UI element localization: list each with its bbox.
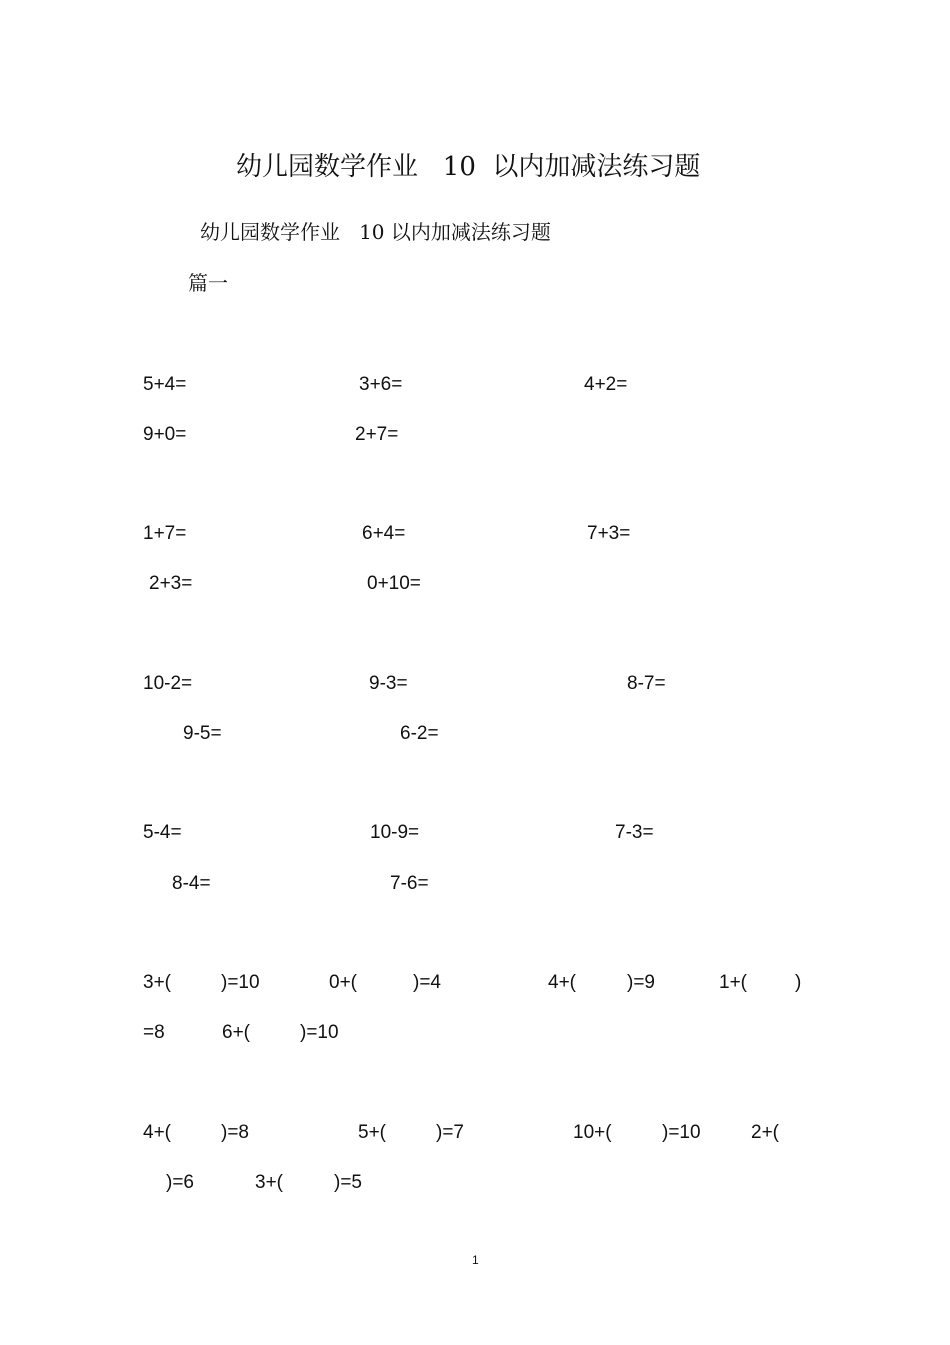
equation-part: )=4 (413, 972, 441, 993)
equation: 7-3= (615, 822, 654, 843)
equation-part: 3+( (143, 972, 171, 993)
equation: 2+7= (355, 424, 399, 445)
equation: 7-6= (390, 873, 429, 894)
equation-part: 10+( (573, 1122, 612, 1143)
equation-part: )=6 (166, 1172, 194, 1193)
page-number: 1 (472, 1253, 479, 1267)
equation-part: )=10 (662, 1122, 701, 1143)
equation: 6+4= (362, 523, 406, 544)
equation: 7+3= (587, 523, 631, 544)
equation-part: )=5 (334, 1172, 362, 1193)
section-heading: 篇一 (188, 271, 228, 295)
document-title: 幼儿园数学作业 10 以内加减法练习题 (236, 152, 701, 182)
equation: 5-4= (143, 822, 182, 843)
equation-part: 4+( (548, 972, 576, 993)
equation: 10-2= (143, 673, 193, 694)
equation: 9-3= (369, 673, 408, 694)
equation: 1+7= (143, 523, 187, 544)
equation-part: 3+( (255, 1172, 283, 1193)
equation: 8-7= (627, 673, 666, 694)
equation: 9+0= (143, 424, 187, 445)
equation: 9-5= (183, 723, 222, 744)
equation-part: ) (795, 972, 802, 993)
equation: 6-2= (400, 723, 439, 744)
equation-part: 5+( (358, 1122, 386, 1143)
equation: 10-9= (370, 822, 420, 843)
equation-part: =8 (143, 1022, 165, 1043)
equation-part: 4+( (143, 1122, 171, 1143)
equation-part: )=7 (436, 1122, 464, 1143)
equation-part: )=9 (627, 972, 655, 993)
equation-part: )=10 (300, 1022, 339, 1043)
equation: 4+2= (584, 374, 628, 395)
equation: 5+4= (143, 374, 187, 395)
equation-part: 6+( (222, 1022, 250, 1043)
equation: 8-4= (172, 873, 211, 894)
equation: 0+10= (367, 573, 421, 594)
equation-part: )=10 (221, 972, 260, 993)
equation: 3+6= (359, 374, 403, 395)
equation-part: 2+( (751, 1122, 779, 1143)
equation: 2+3= (149, 573, 193, 594)
document-subtitle: 幼儿园数学作业 10 以内加减法练习题 (200, 220, 551, 244)
equation-part: )=8 (221, 1122, 249, 1143)
equation-part: 0+( (329, 972, 357, 993)
equation-part: 1+( (719, 972, 747, 993)
